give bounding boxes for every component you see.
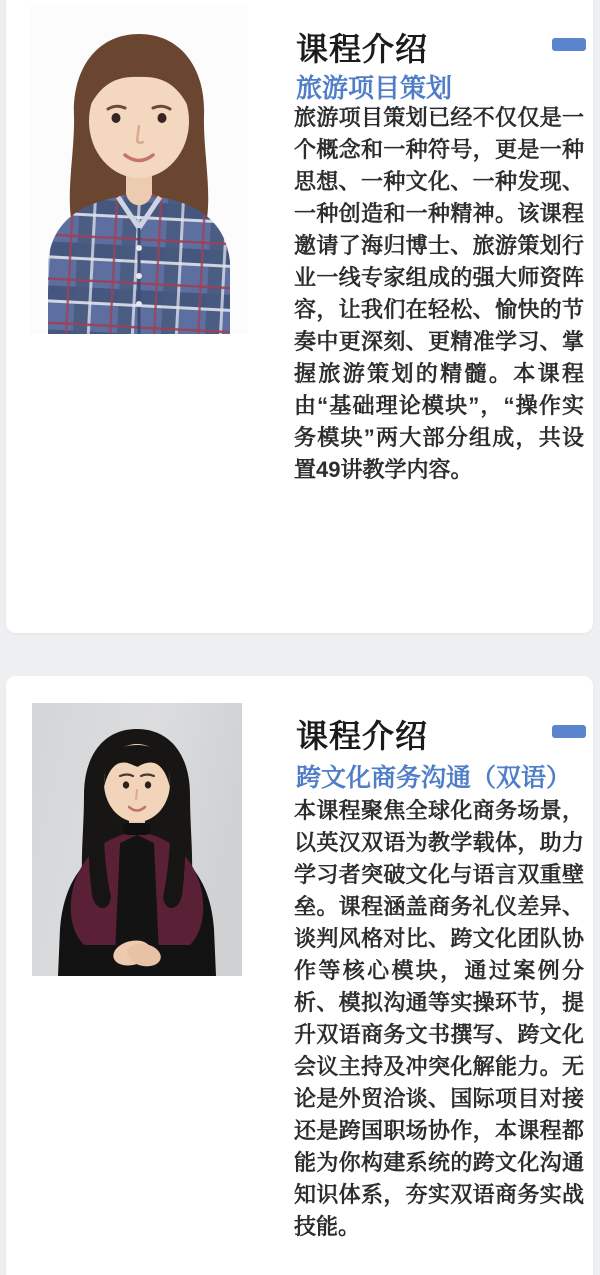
course-description: 旅游项目策划已经不仅仅是一个概念和一种符号，更是一种思想、一种文化、一种发现、一种创造和一种精神。该课程邀请了海归博士、旅游策划行业一线专家组成的强大师资阵容，让我们在轻松、愉快的节奏中更深刻、更精准学习、掌握旅游策划的精髓。本课程由“基础理论模块”，“操作实务模块”两大部分组成，共设置49讲教学内容。 <box>294 105 584 482</box>
accent-dash-icon <box>552 725 586 738</box>
course-description: 本课程聚焦全球化商务场景，以英汉双语为教学载体，助力学习者突破文化与语言双重壁垒。课程涵盖商务礼仪差异、谈判风格对比、跨文化团队协作等核心模块，通过案例分析、模拟沟通等实操环节，提升双语商务文书撰写、跨文化会议主持及冲突化解能力。无论是外贸洽谈、国际项目对接还是跨国职场协作，本课程都能为你构建系统的跨文化沟通知识体系，夯实双语商务实战技能。 <box>294 798 584 1239</box>
card-title: 课程介绍 <box>296 718 429 754</box>
instructor-photo-maroon-shawl <box>32 703 242 976</box>
accent-dash-icon <box>552 38 586 51</box>
course-card-cross-cultural <box>6 676 593 1275</box>
course-name: 旅游项目策划 <box>296 73 453 103</box>
instructor-portrait-2-image <box>32 703 242 976</box>
course-card-tourism <box>6 0 593 633</box>
card-title: 课程介绍 <box>296 31 429 67</box>
instructor-photo-plaid-shirt <box>30 4 248 334</box>
instructor-portrait-1-image <box>30 4 248 334</box>
course-name: 跨文化商务沟通（双语） <box>296 764 572 792</box>
